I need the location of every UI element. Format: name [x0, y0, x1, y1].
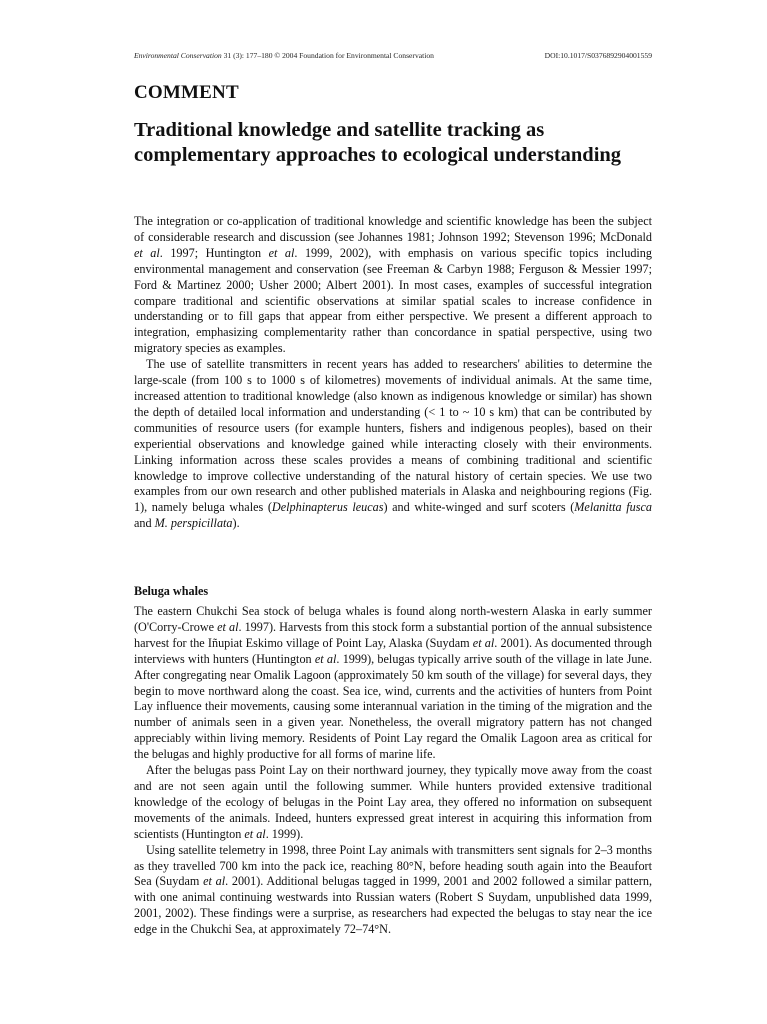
article-title [134, 118, 674, 168]
doi: DOI:10.1017/S0376892904001559 [544, 51, 652, 60]
paragraph: After the belugas pass Point Lay on their northward journey, they typically move away from the coast and are not seen again until the following summer. While hunters provided extensive traditional knowledge of the ecology of belugas in the Point Lay area, they offered no information on subsequent movements of the animals. Indeed, hunters expressed great interest in acquiring this information from scientists (Huntington et al. 1999). [134, 763, 652, 841]
title-line-1: Traditional knowledge and satellite tracking as [134, 119, 545, 141]
species-name: Delphinapterus leucas [271, 500, 384, 515]
running-head [134, 51, 652, 60]
journal-citation [134, 51, 434, 60]
species-name: M. perspicillata [154, 516, 233, 531]
title-line-2: complementary approaches to ecological understanding [134, 144, 622, 166]
journal-name: Environmental Conservation [134, 51, 222, 60]
intro-section [134, 214, 652, 532]
paragraph: The use of satellite transmitters in recent years has added to researchers' abilities to determine the large-scale (from 100 s to 1000 s of kilometres) movements of individual animals. At the same time, increased attention to traditional knowledge (also known as indigenous knowledge or similar) has shown the depth of detailed local information and understanding (< 1 to ~ 10 s km) that can be contributed by communities of resource users (for example hunters, fishers and indigenous peoples), based on their experiential observations and knowledge gained while interacting closely with their environments. Linking information across these scales provides a means of combining traditional and scientific knowledge to improve collective understanding of the natural history of certain species. We use two examples from our own research and other published materials in Alaska and neighbouring regions (Fig. 1), namely beluga whales (Delphinapterus leucas) and white-winged and surf scoters (Melanitta fusca and M. perspicillata). [134, 357, 652, 531]
species-name: Melanitta fusca [574, 500, 652, 515]
section-label: COMMENT [134, 82, 239, 103]
paragraph: The eastern Chukchi Sea stock of beluga whales is found along north-western Alaska in early summer (O'Corry-Crowe et al. 1997). Harvests from this stock form a substantial portion of the annual subsistence harvest for the Iñupiat Eskimo village of Point Lay, Alaska (Suydam et al. 2001). As documented through interviews with hunters (Huntington et al. 1999), belugas typically arrive south of the village in late June. After congregating near Omalik Lagoon (approximately 50 km south of the village) for several days, they begin to move northward along the coast. Sea ice, wind, currents and the activities of hunters from Point Lay influence their movements, causing some interannual variation in the timing of the migration and the number of animals seen in a given year. Nonetheless, the overall migratory pattern has not changed appreciably within living memory. Residents of Point Lay regard the Omalik Lagoon area as critical for the belugas and highly productive for all forms of marine life. [134, 604, 652, 762]
section-heading: Beluga whales [134, 584, 209, 598]
paragraph: Using satellite telemetry in 1998, three Point Lay animals with transmitters sent signals for 2–3 months as they travelled 700 km into the pack ice, reaching 80°N, before heading south again into the Beaufort Sea (Suydam et al. 2001). Additional belugas tagged in 1999, 2001 and 2002 followed a similar pattern, with one animal continuing westwards into Russian waters (Robert S Suydam, unpublished data 1999, 2001, 2002). These findings were a surprise, as researchers had expected the belugas to stay near the ice edge in the Chukchi Sea, at approximately 72–74°N. [134, 842, 653, 937]
paragraph: The integration or co-application of traditional knowledge and scientific knowledge has been the subject of considerable research and discussion (see Johannes 1981; Johnson 1992; Stevenson 1996; McDonald et al. 1997; Huntington et al. 1999, 2002), with emphasis on various specific topics including environmental management and conservation (see Freeman & Carbyn 1988; Ferguson & Messier 1997; Ford & Martinez 2000; Usher 2000; Albert 2001). In most cases, examples of successful integration compare traditional and scientific observations at similar spatial scales to increase confidence in understanding or to fill gaps that appear from either perspective. We present a different approach to integration, emphasizing complementarity rather than concordance in spatial perspective, using two migratory species as examples. [134, 214, 652, 356]
beluga-section [134, 604, 652, 938]
citation-details: 31 (3): 177–180 © 2004 Foundation for Environmental Conservation [221, 51, 434, 60]
